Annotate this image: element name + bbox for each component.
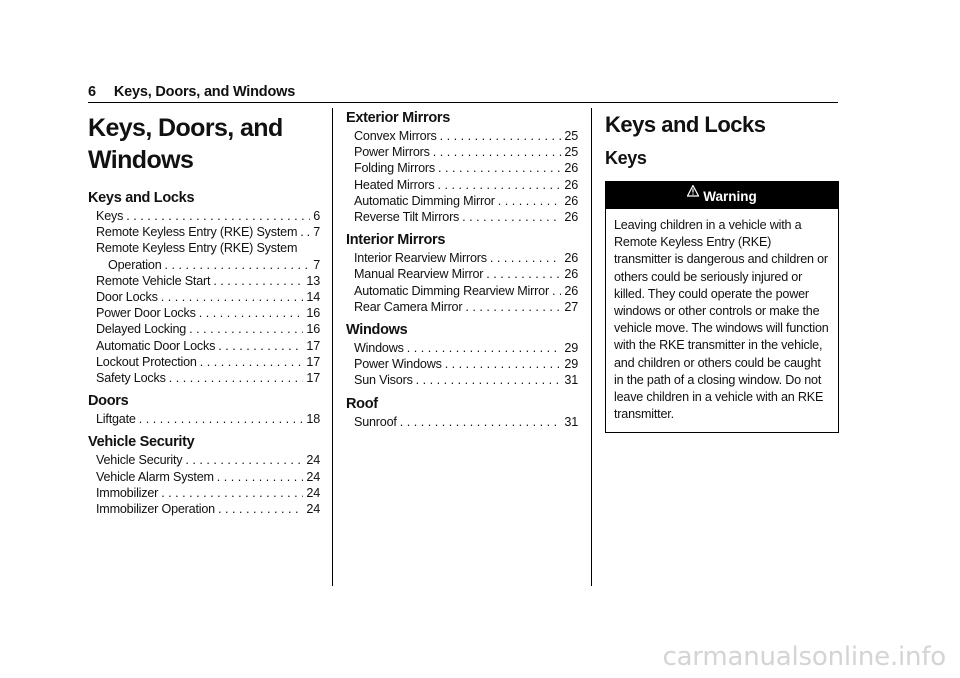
toc-entry[interactable]: Operation . . . 7 xyxy=(88,257,320,273)
toc-entry[interactable]: Remote Keyless Entry (RKE) System . . . . 7 xyxy=(88,224,320,240)
warning-triangle-icon xyxy=(687,182,699,204)
warning-header xyxy=(606,182,838,209)
toc-column-1 xyxy=(88,112,320,524)
toc-entry[interactable]: Delayed Locking . . . 16 xyxy=(88,321,320,337)
toc-section xyxy=(88,434,320,517)
warning-label: Warning xyxy=(703,189,757,204)
toc-entry-line1[interactable]: Remote Keyless Entry (RKE) System xyxy=(96,241,298,256)
toc-entry[interactable]: Immobilizer Operation . . . 24 xyxy=(88,501,320,517)
toc-section-title: Interior Mirrors xyxy=(346,232,446,249)
toc-entry[interactable]: Interior Rearview Mirrors . . . 26 xyxy=(346,250,578,266)
toc-section xyxy=(346,322,578,389)
toc-section-title: Roof xyxy=(346,395,378,412)
toc-entry[interactable]: Remote Vehicle Start . . . 13 xyxy=(88,273,320,289)
section-title: Keys and Locks xyxy=(605,112,766,137)
chapter-title-line: Windows xyxy=(88,146,194,174)
toc-entry[interactable]: Power Windows . . . 29 xyxy=(346,356,578,372)
content-column xyxy=(605,112,839,433)
toc-section xyxy=(88,190,320,386)
toc-entry[interactable]: Power Door Locks . . . 16 xyxy=(88,305,320,321)
toc-entry[interactable]: Heated Mirrors . . . 26 xyxy=(346,177,578,193)
toc-section-title: Doors xyxy=(88,393,129,410)
page-number: 6 xyxy=(88,84,96,100)
toc-section xyxy=(346,232,578,315)
toc-entry[interactable]: Convex Mirrors . . . 25 xyxy=(346,128,578,144)
toc-section-title: Keys and Locks xyxy=(88,190,195,206)
toc-entry[interactable]: Reverse Tilt Mirrors . . . 26 xyxy=(346,209,578,225)
toc-entry[interactable]: Vehicle Alarm System . . . 24 xyxy=(88,469,320,485)
chapter-title-line: Keys, Doors, and xyxy=(88,114,283,142)
toc-section xyxy=(346,110,578,225)
toc-entry[interactable]: Sun Visors . . . 31 xyxy=(346,372,578,388)
column-divider xyxy=(332,108,333,586)
watermark: carmanualsonline.info xyxy=(662,642,946,672)
toc-entry[interactable]: Windows . . . 29 xyxy=(346,340,578,356)
toc-entry[interactable]: Keys . . . 6 xyxy=(88,208,320,224)
header-rule xyxy=(88,102,838,103)
toc-entry[interactable]: Manual Rearview Mirror . . . 26 xyxy=(346,266,578,282)
chapter-title xyxy=(88,112,320,176)
toc-section xyxy=(346,396,578,430)
toc-entry[interactable]: Liftgate . . . 18 xyxy=(88,411,320,427)
toc-entry[interactable]: Immobilizer . . . 24 xyxy=(88,485,320,501)
toc-entry[interactable]: Door Locks . . . 14 xyxy=(88,289,320,305)
column-divider xyxy=(591,108,592,586)
toc-section-title: Exterior Mirrors xyxy=(346,110,450,126)
toc-column-2 xyxy=(346,110,578,437)
running-header xyxy=(88,84,295,100)
toc-entry[interactable]: Automatic Dimming Rearview Mirror . . . 26 xyxy=(346,283,578,299)
toc-entry[interactable]: Power Mirrors . . . 25 xyxy=(346,144,578,160)
toc-entry[interactable]: Automatic Door Locks . . . 17 xyxy=(88,338,320,354)
toc-entry[interactable]: Sunroof . . . 31 xyxy=(346,414,578,430)
warning-text: Leaving children in a vehicle with a Remote Keyless Entry (RKE) transmitter is dangerous and children or others could be seriously injured or killed. They could operate the power windows or other controls or make the vehicle move. The windows will function with the RKE transmitter in the vehicle, and children or others could be caught in the path of a closing window. Do not leave children in a vehicle with an RKE transmitter. xyxy=(614,218,829,422)
toc-section-title: Vehicle Security xyxy=(88,434,195,451)
subsection-title: Keys xyxy=(605,148,647,168)
header-title: Keys, Doors, and Windows xyxy=(113,84,296,100)
toc-section xyxy=(88,393,320,427)
toc-entry[interactable]: Vehicle Security . . . 24 xyxy=(88,452,320,468)
toc-entry[interactable]: Rear Camera Mirror . . . 27 xyxy=(346,299,578,315)
toc-entry[interactable]: Folding Mirrors . . . 26 xyxy=(346,160,578,176)
toc-entry[interactable]: Safety Locks . . . 17 xyxy=(88,370,320,386)
toc-section-title: Windows xyxy=(346,322,408,339)
warning-box xyxy=(605,181,839,433)
toc-entry[interactable]: Lockout Protection . . . 17 xyxy=(88,354,320,370)
toc-entry[interactable]: Automatic Dimming Mirror . . . 26 xyxy=(346,193,578,209)
